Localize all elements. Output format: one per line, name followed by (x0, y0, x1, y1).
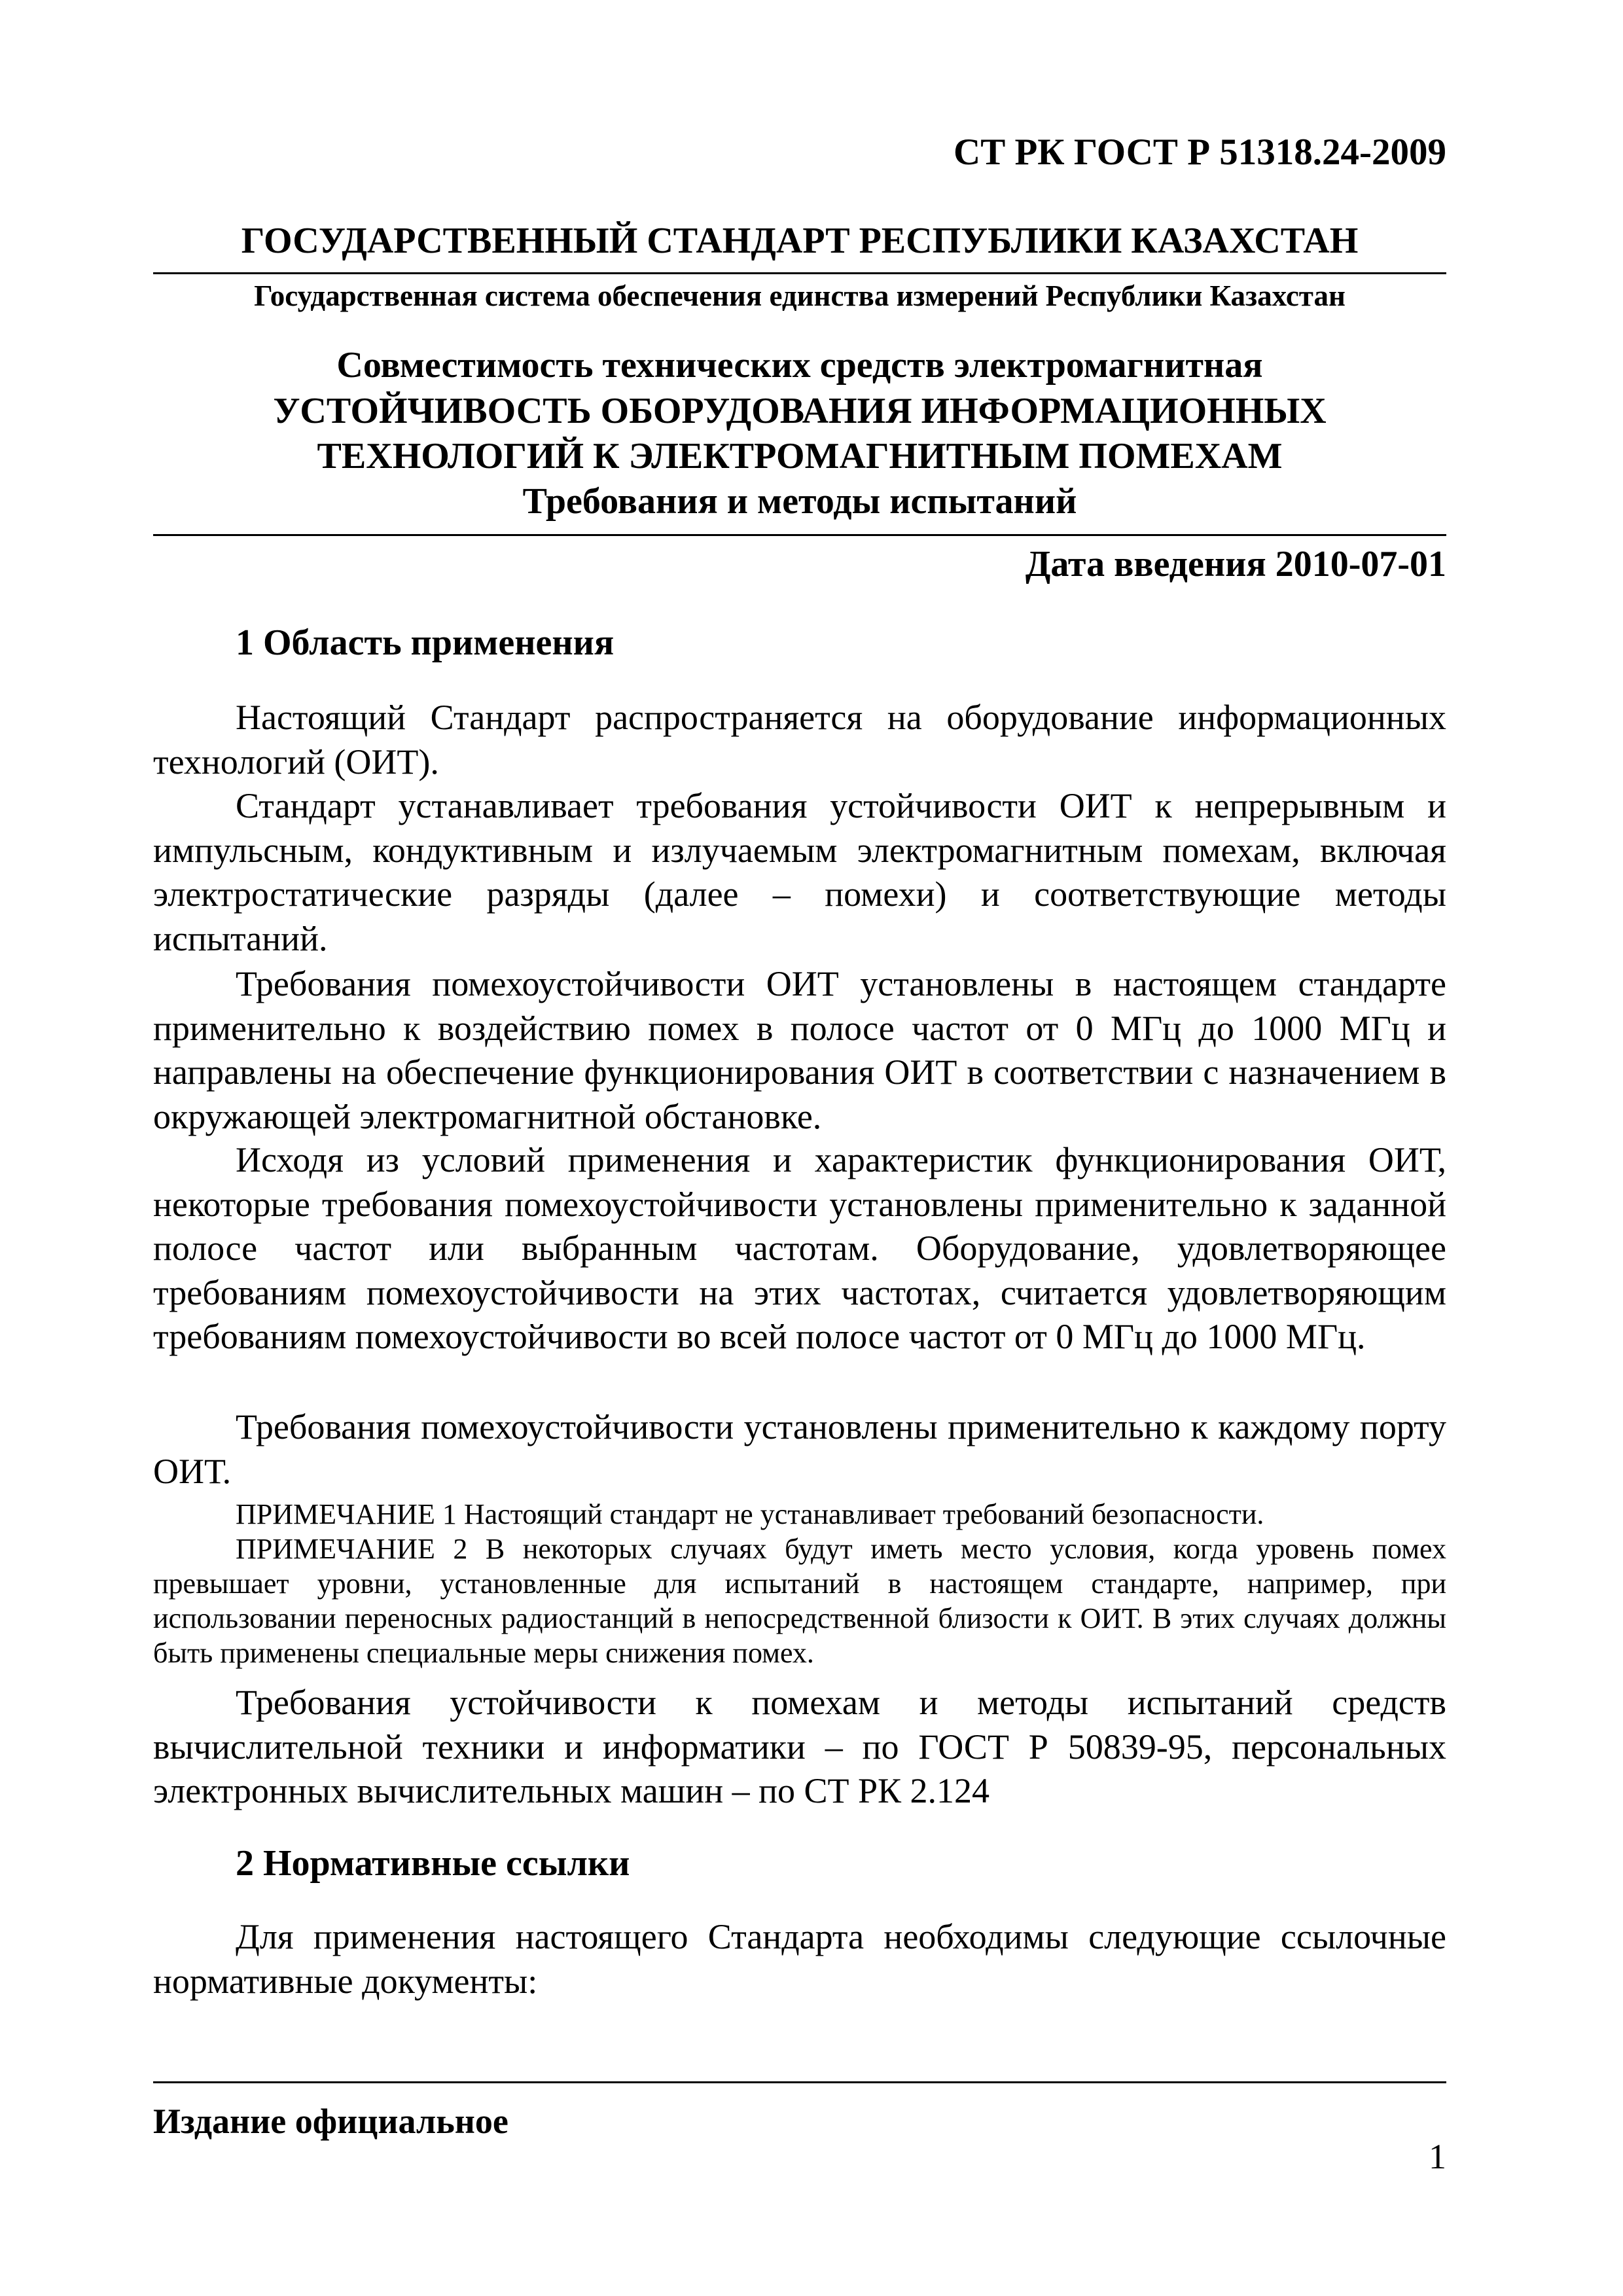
standard-title-line-3: ТЕХНОЛОГИЙ К ЭЛЕКТРОМАГНИТНЫМ ПОМЕХАМ (317, 436, 1283, 476)
official-edition-label: Издание официальное (153, 2102, 508, 2141)
header-divider (153, 272, 1446, 274)
page-number: 1 (1429, 2137, 1446, 2176)
standard-title-line-4: Требования и методы испытаний (522, 481, 1077, 522)
footer-divider (153, 2081, 1446, 2083)
note-2: ПРИМЕЧАНИЕ 2 В некоторых случаях будут иметь место условия, когда уровень помех превышает уровни, установленные для испытаний в настоящем стандарте, например, при использовании переносных радиостанций в непосредственной близости к ОИТ. В этих случаях должны быть применены специальные меры снижения помех. (153, 1533, 1446, 1669)
title-divider (153, 534, 1446, 536)
section-1-heading: 1 Область применения (236, 622, 615, 663)
standard-title-line-1: Совместимость технических средств электромагнитная (336, 345, 1263, 386)
section-2-paragraph: Для применения настоящего Стандарта необходимы следующие ссылочные нормативные документы: (153, 1917, 1446, 2001)
main-title: ГОСУДАРСТВЕННЫЙ СТАНДАРТ РЕСПУБЛИКИ КАЗАХСТАН (241, 221, 1359, 261)
section-1-paragraph: Требования помехоустойчивости ОИТ установлены в настоящем стандарте применительно к воздействию помех в полосе частот от 0 МГц до 1000 МГц и направлены на обеспечение функционирования ОИТ в соответствии с назначением в окружающей электромагнитной обстановке. (153, 964, 1446, 1136)
section-1-paragraph: Требования помехоустойчивости установлены применительно к каждому порту ОИТ. (153, 1407, 1446, 1491)
introduction-date: Дата введения 2010-07-01 (1025, 544, 1446, 584)
subtitle: Государственная система обеспечения единства измерений Республики Казахстан (254, 279, 1346, 312)
note-1: ПРИМЕЧАНИЕ 1 Настоящий стандарт не устанавливает требований безопасности. (236, 1498, 1264, 1530)
section-1-paragraph: Настоящий Стандарт распространяется на оборудование информационных технологий (ОИТ). (153, 698, 1446, 781)
section-1-paragraph: Стандарт устанавливает требования устойчивости ОИТ к непрерывным и импульсным, кондуктивным и излучаемым электромагнитным помехам, включая электростатические разряды (далее – помехи) и соответствующие методы испытаний. (153, 786, 1446, 958)
section-1-paragraph: Исходя из условий применения и характеристик функционирования ОИТ, некоторые требования помехоустойчивости установлены применительно к заданной полосе частот или выбранным частотам. Оборудование, удовлетворяющее требованиям помехоустойчивости на этих частотах, считается удовлетворяющим требованиям помехоустойчивости во всей полосе частот от 0 МГц до 1000 МГц. (153, 1140, 1446, 1356)
section-1-paragraph: Требования устойчивости к помехам и методы испытаний средств вычислительной техники и информатики – по ГОСТ Р 50839-95, персональных электронных вычислительных машин – по СТ РК 2.124 (153, 1683, 1446, 1810)
section-2-heading: 2 Нормативные ссылки (236, 1843, 630, 1884)
standard-title-line-2: УСТОЙЧИВОСТЬ ОБОРУДОВАНИЯ ИНФОРМАЦИОННЫХ (273, 391, 1327, 431)
document-code: СТ РК ГОСТ Р 51318.24-2009 (954, 132, 1446, 173)
